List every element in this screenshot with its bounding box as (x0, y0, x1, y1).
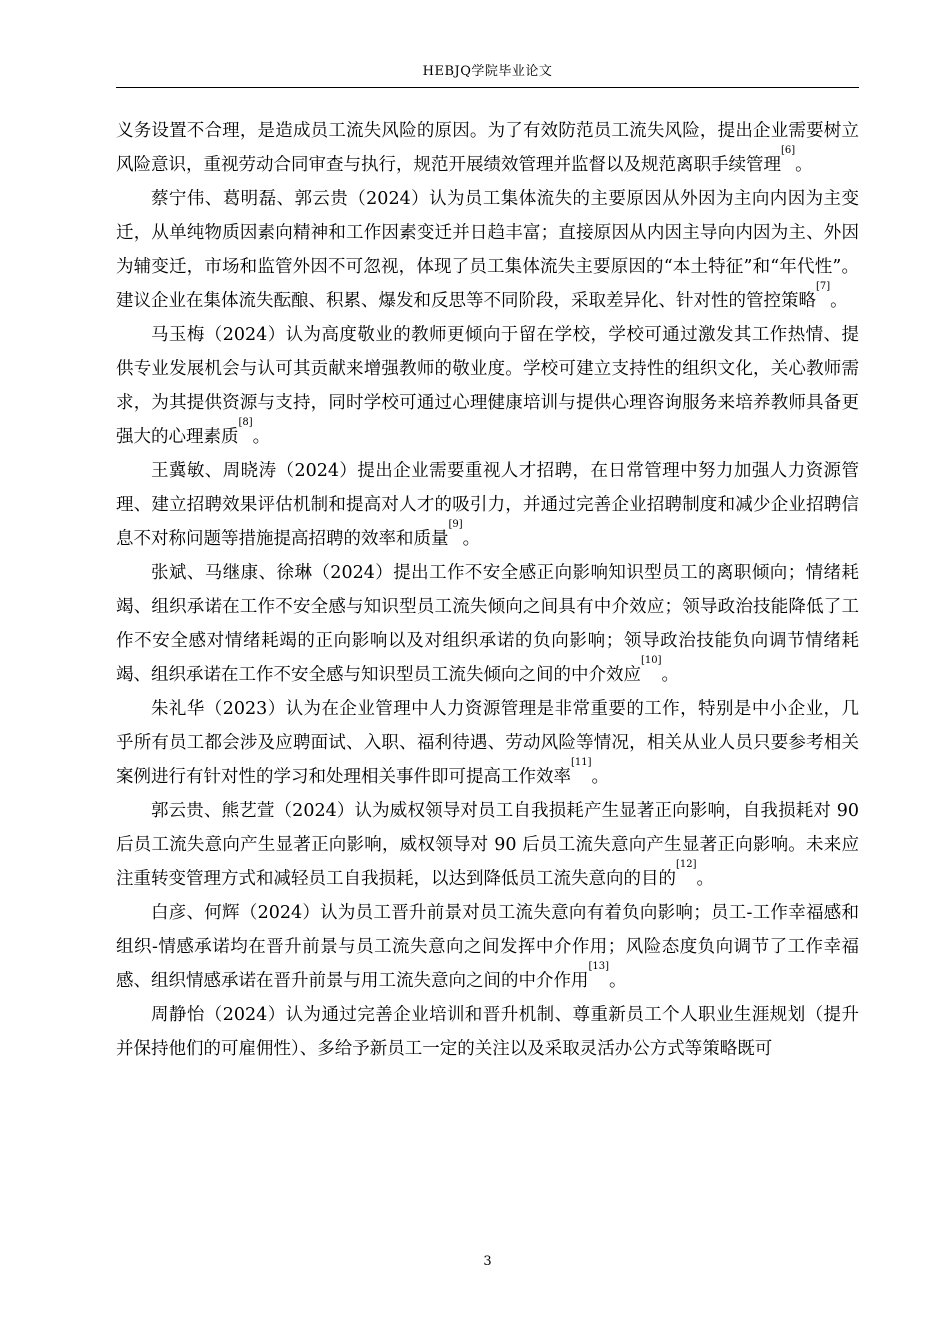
paragraph-zhu: 朱礼华（2023）认为在企业管理中人力资源管理是非常重要的工作，特别是中小企业，几乎所有员工都会涉及应聘面试、入职、福利待遇、劳动风险等情况，相关从业人员只要参考相关案例进行有针对性的学习和处理相关事件即可提高工作效率[11]。 (116, 699, 859, 787)
citation-ref: [9] (448, 519, 463, 530)
paragraph-text: 蔡宁伟、葛明磊、郭云贵（2024）认为员工集体流失的主要原因从外因为主向内因为主变迁，从单纯物质因素向精神和工作因素变迁并日趋丰富；直接原因从内因主导向内因为主、外因为辅变迁，市场和监管外因不可忽视，体现了员工集体流失主要原因的“本土特征”和“年代性”。建议企业在集体流失酝酿、积累、爆发和反思等不同阶段，采取差异化、针对性的管控策略 (116, 189, 859, 311)
body-text (116, 114, 859, 1066)
paragraph-guo: 郭云贵、熊艺萱（2024）认为威权领导对员工自我损耗产生显著正向影响，自我损耗对 90 后员工流失意向产生显著正向影响，威权领导对 90 后员工流失意向产生显著正向影响。未来应注重转变管理方式和减轻员工自我损耗，以达到降低员工流失意向的目的[12]。 (116, 801, 859, 889)
paragraph-text: 王冀敏、周晓涛（2024）提出企业需要重视人才招聘，在日常管理中努力加强人力资源管理、建立招聘效果评估机制和提高对人才的吸引力，并通过完善企业招聘制度和减少企业招聘信息不对称问题等措施提高招聘的效率和质量 (116, 461, 859, 549)
citation-ref: [12] (676, 859, 697, 870)
paragraph-text: 周静怡（2024）认为通过完善企业培训和晋升机制、尊重新员工个人职业生涯规划（提升并保持他们的可雇佣性）、多给予新员工一定的关注以及采取灵活办公方式等策略既可 (116, 1005, 859, 1059)
citation-ref: [7] (816, 281, 831, 292)
paragraph-text: 郭云贵、熊艺萱（2024）认为威权领导对员工自我损耗产生显著正向影响，自我损耗对 90 后员工流失意向产生显著正向影响，威权领导对 90 后员工流失意向产生显著正向影响。未来应注重转变管理方式和减轻员工自我损耗，以达到降低员工流失意向的目的 (116, 801, 859, 889)
paragraph-continued: 义务设置不合理，是造成员工流失风险的原因。为了有效防范员工流失风险，提出企业需要树立风险意识，重视劳动合同审查与执行，规范开展绩效管理并监督以及规范离职手续管理[6]。 (116, 121, 859, 175)
paragraph-zhou (116, 998, 859, 1066)
paragraph-zhang: 张斌、马继康、徐琳（2024）提出工作不安全感正向影响知识型员工的离职倾向；情绪耗竭、组织承诺在工作不安全感与知识型员工流失倾向之间具有中介效应；领导政治技能降低了工作不安全感对情绪耗竭的正向影响以及对组织承诺的负向影响；领导政治技能负向调节情绪耗竭、组织承诺在工作不安全感与知识型员工流失倾向之间的中介效应[10]。 (116, 563, 859, 685)
paragraph-wang: 王冀敏、周晓涛（2024）提出企业需要重视人才招聘，在日常管理中努力加强人力资源管理、建立招聘效果评估机制和提高对人才的吸引力，并通过完善企业招聘制度和减少企业招聘信息不对称问题等措施提高招聘的效率和质量[9]。 (116, 461, 859, 549)
paragraph-bai: 白彦、何辉（2024）认为员工晋升前景对员工流失意向有着负向影响；员工-工作幸福感和组织-情感承诺均在晋升前景与员工流失意向之间发挥中介作用；风险态度负向调节了工作幸福感、组织情感承诺在晋升前景与用工流失意向之间的中介作用[13]。 (116, 903, 859, 991)
citation-ref: [6] (781, 145, 796, 156)
citation-ref: [13] (588, 961, 610, 972)
citation-ref: [11] (571, 757, 592, 768)
paragraph-text: 白彦、何辉（2024）认为员工晋升前景对员工流失意向有着负向影响；员工-工作幸福感和组织-情感承诺均在晋升前景与员工流失意向之间发挥中介作用；风险态度负向调节了工作幸福感、组织情感承诺在晋升前景与用工流失意向之间的中介作用 (116, 903, 859, 991)
header-divider (116, 87, 859, 88)
paragraph-text: 朱礼华（2023）认为在企业管理中人力资源管理是非常重要的工作，特别是中小企业，几乎所有员工都会涉及应聘面试、入职、福利待遇、劳动风险等情况，相关从业人员只要参考相关案例进行有针对性的学习和处理相关事件即可提高工作效率 (116, 699, 859, 787)
paragraph-text: 马玉梅（2024）认为高度敬业的教师更倾向于留在学校，学校可通过激发其工作热情、提供专业发展机会与认可其贡献来增强教师的敬业度。学校可建立支持性的组织文化，关心教师需求，为其提供资源与支持，同时学校可通过心理健康培训与提供心理咨询服务来培养教师具备更强大的心理素质 (116, 325, 859, 447)
paragraph-text: 张斌、马继康、徐琳（2024）提出工作不安全感正向影响知识型员工的离职倾向；情绪耗竭、组织承诺在工作不安全感与知识型员工流失倾向之间具有中介效应；领导政治技能降低了工作不安全感对情绪耗竭的正向影响以及对组织承诺的负向影响；领导政治技能负向调节情绪耗竭、组织承诺在工作不安全感与知识型员工流失倾向之间的中介效应 (116, 563, 859, 685)
citation-ref: [8] (238, 417, 253, 428)
paragraph-text: 义务设置不合理，是造成员工流失风险的原因。为了有效防范员工流失风险，提出企业需要树立风险意识，重视劳动合同审查与执行，规范开展绩效管理并监督以及规范离职手续管理 (116, 121, 859, 175)
citation-ref: [10] (641, 655, 662, 666)
page-header-title: HEBJQ学院毕业论文 (422, 64, 553, 79)
paragraph-ma: 马玉梅（2024）认为高度敬业的教师更倾向于留在学校，学校可通过激发其工作热情、提供专业发展机会与认可其贡献来增强教师的敬业度。学校可建立支持性的组织文化，关心教师需求，为其提供资源与支持，同时学校可通过心理健康培训与提供心理咨询服务来培养教师具备更强大的心理素质[8]。 (116, 325, 859, 447)
page-number: 3 (483, 1254, 492, 1269)
paragraph-cai: 蔡宁伟、葛明磊、郭云贵（2024）认为员工集体流失的主要原因从外因为主向内因为主变迁，从单纯物质因素向精神和工作因素变迁并日趋丰富；直接原因从内因主导向内因为主、外因为辅变迁，市场和监管外因不可忽视，体现了员工集体流失主要原因的“本土特征”和“年代性”。建议企业在集体流失酝酿、积累、爆发和反思等不同阶段，采取差异化、针对性的管控策略[7]。 (116, 189, 859, 311)
